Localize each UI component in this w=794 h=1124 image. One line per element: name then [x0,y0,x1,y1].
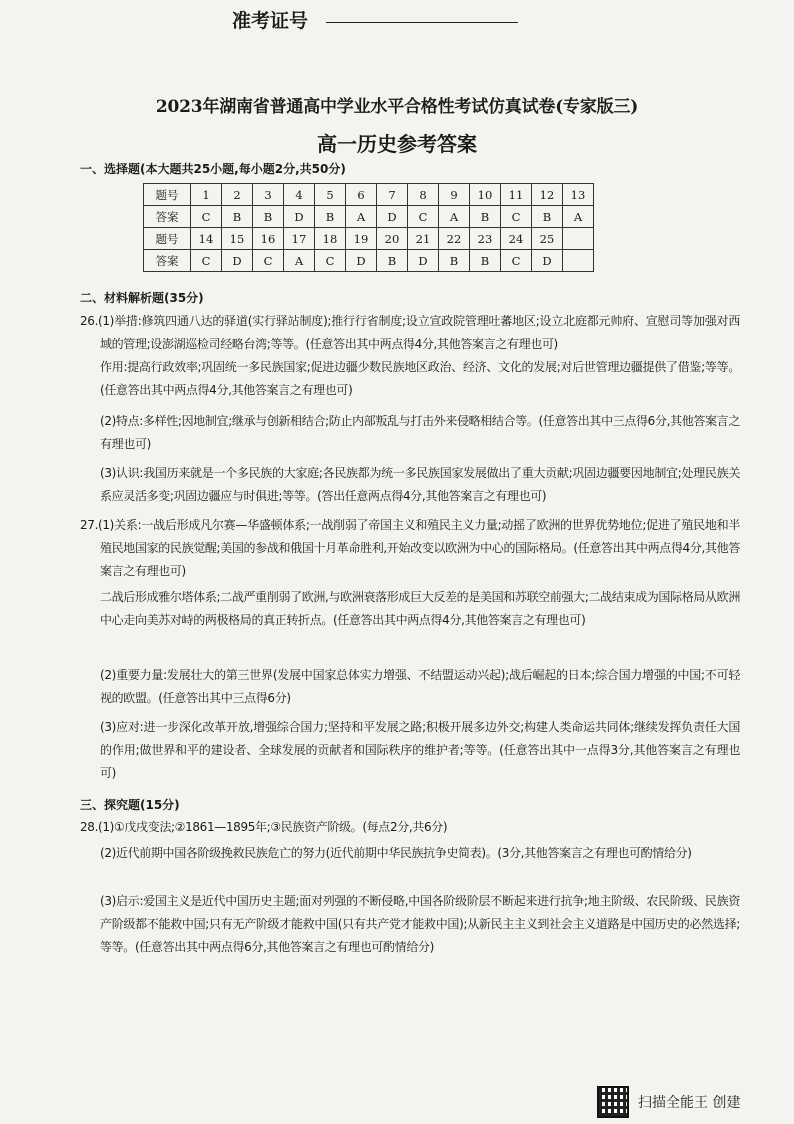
answer-table-cell: 10 [470,184,501,206]
answer-table-row-header: 答案 [144,250,191,272]
q28-part1: 28.(1)①戊戌变法;②1861—1895年;③民族资产阶级。(每点2分,共6分) [80,820,448,834]
answer-table-cell: 2 [222,184,253,206]
answer-table-cell: B [253,206,284,228]
answer-table-cell: 22 [439,228,470,250]
answer-table-cell: A [284,250,315,272]
q26-part1: 26.(1)举措:修筑四通八达的驿道(实行驿站制度);推行行省制度;设立宣政院管理吐蕃地区;设立北庭都元帅府、宣慰司等加强对西域的管理;设澎湖巡检司经略台湾;等等。(任意答出其中两点得4分,其他答案言之有理也可) [80,314,740,351]
answer-table-row [144,228,594,250]
answer-table-cell: 24 [501,228,532,250]
q27-part1-postwar: 二战后形成雅尔塔体系;二战严重削弱了欧洲,与欧洲衰落形成巨大反差的是美国和苏联空前强大;二战结束成为国际格局从欧洲中心走向美苏对峙的两极格局的真正转折点。(任意答出其中两点得4分,其他答案言之有理也可) [100,590,740,627]
answer-table-cell: 9 [439,184,470,206]
answer-table-cell: B [470,250,501,272]
answer-table-cell: 13 [563,184,594,206]
q28-part3: (3)启示:爱国主义是近代中国历史主题;面对列强的不断侵略,中国各阶级阶层不断起来进行抗争;地主阶级、农民阶级、民族资产阶级都不能救中国;只有无产阶级才能救中国(只有共产党才能救中国);从新民主主义到社会主义道路是中国历史的必然选择;等等。(任意答出其中两点得6分,其他答案言之有理也可酌情给分) [100,894,740,954]
answer-table-cell: D [346,250,377,272]
answer-table-row [144,250,594,272]
section1-heading: 一、选择题(本大题共25小题,每小题2分,共50分) [80,162,346,176]
answer-table-row-header: 题号 [144,184,191,206]
q27-part1: 27.(1)关系:一战后形成凡尔赛—华盛顿体系;一战削弱了帝国主义和殖民主义力量;动摇了欧洲的世界优势地位;促进了殖民地和半殖民地国家的民族觉醒;美国的参战和俄国十月革命胜利,开始改变以欧洲为中心的国际格局。(任意答出其中两点得4分,其他答案言之有理也可) [80,518,740,578]
answer-table-cell: B [377,250,408,272]
answer-table-cell: D [284,206,315,228]
answer-table-cell: 8 [408,184,439,206]
main-title: 2023年湖南省普通高中学业水平合格性考试仿真试卷(专家版三) [155,97,639,117]
answer-table-cell: 20 [377,228,408,250]
answer-table-cell: 18 [315,228,346,250]
answer-table-cell: 23 [470,228,501,250]
answer-table-cell: B [315,206,346,228]
answer-table-cell: C [315,250,346,272]
answer-table-cell: 12 [532,184,563,206]
section3-heading: 三、探究题(15分) [80,798,180,812]
answer-table-cell: C [408,206,439,228]
answer-table-cell: C [501,206,532,228]
answer-table-cell: D [377,206,408,228]
answer-table-cell: A [346,206,377,228]
answer-table-cell: A [563,206,594,228]
answer-table-cell: 25 [532,228,563,250]
section2-heading: 二、材料解析题(35分) [80,291,204,305]
q27-part2: (2)重要力量:发展壮大的第三世界(发展中国家总体实力增强、不结盟运动兴起);战后崛起的日本;综合国力增强的中国;不可轻视的欧盟。(任意答出其中三点得6分) [100,668,740,705]
sub-title: 高一历史参考答案 [317,132,477,156]
answer-table-cell: 17 [284,228,315,250]
exam-id-blank-line [326,22,518,23]
answer-table-cell: 16 [253,228,284,250]
q26-part1-effect: 作用:提高行政效率;巩固统一多民族国家;促进边疆少数民族地区政治、经济、文化的发展;对后世管理边疆提供了借鉴;等等。(任意答出其中两点得4分,其他答案言之有理也可) [100,360,740,397]
answer-table-cell: 11 [501,184,532,206]
answer-table-row [144,184,594,206]
answer-table-cell: 15 [222,228,253,250]
answer-table-cell: D [532,250,563,272]
answer-table-cell: B [470,206,501,228]
answer-table-cell: C [253,250,284,272]
q26-part2: (2)特点:多样性;因地制宜;继承与创新相结合;防止内部叛乱与打击外来侵略相结合等。(任意答出其中三点得6分,其他答案言之有理也可) [100,414,740,451]
exam-id-label: 准考证号 [232,10,309,32]
answer-table-cell: 19 [346,228,377,250]
qr-code-icon [597,1086,629,1118]
answer-table-row-header: 答案 [144,206,191,228]
answer-table-row [144,206,594,228]
answer-table-cell: 21 [408,228,439,250]
answer-table-cell: 1 [191,184,222,206]
answer-table-cell: A [439,206,470,228]
answer-table [143,183,594,272]
answer-table-cell: 3 [253,184,284,206]
answer-table-cell: C [501,250,532,272]
answer-table-cell: 6 [346,184,377,206]
answer-table-cell [563,250,594,272]
answer-table-cell: D [222,250,253,272]
answer-table-cell: 14 [191,228,222,250]
answer-table-cell: 5 [315,184,346,206]
answer-table-cell: B [222,206,253,228]
answer-table-row-header: 题号 [144,228,191,250]
answer-table-cell: 4 [284,184,315,206]
scanner-brand: 扫描全能王 创建 [638,1095,741,1111]
answer-table-cell: D [408,250,439,272]
answer-table-cell: 7 [377,184,408,206]
answer-table-cell: B [532,206,563,228]
answer-table-cell: C [191,206,222,228]
answer-table-cell: B [439,250,470,272]
answer-table-cell [563,228,594,250]
q27-part3: (3)应对:进一步深化改革开放,增强综合国力;坚持和平发展之路;积极开展多边外交;构建人类命运共同体;继续发挥负责任大国的作用;做世界和平的建设者、全球发展的贡献者和国际秩序的维护者;等等。(任意答出其中一点得3分,其他答案言之有理也可) [100,720,740,780]
q28-part2: (2)近代前期中国各阶级挽救民族危亡的努力(近代前期中华民族抗争史简表)。(3分,其他答案言之有理也可酌情给分) [100,846,692,860]
answer-table-cell: C [191,250,222,272]
q26-part3: (3)认识:我国历来就是一个多民族的大家庭;各民族都为统一多民族国家发展做出了重大贡献;巩固边疆要因地制宜;处理民族关系应灵活多变;巩固边疆应与时俱进;等等。(答出任意两点得4分,其他答案言之有理也可) [100,466,740,503]
